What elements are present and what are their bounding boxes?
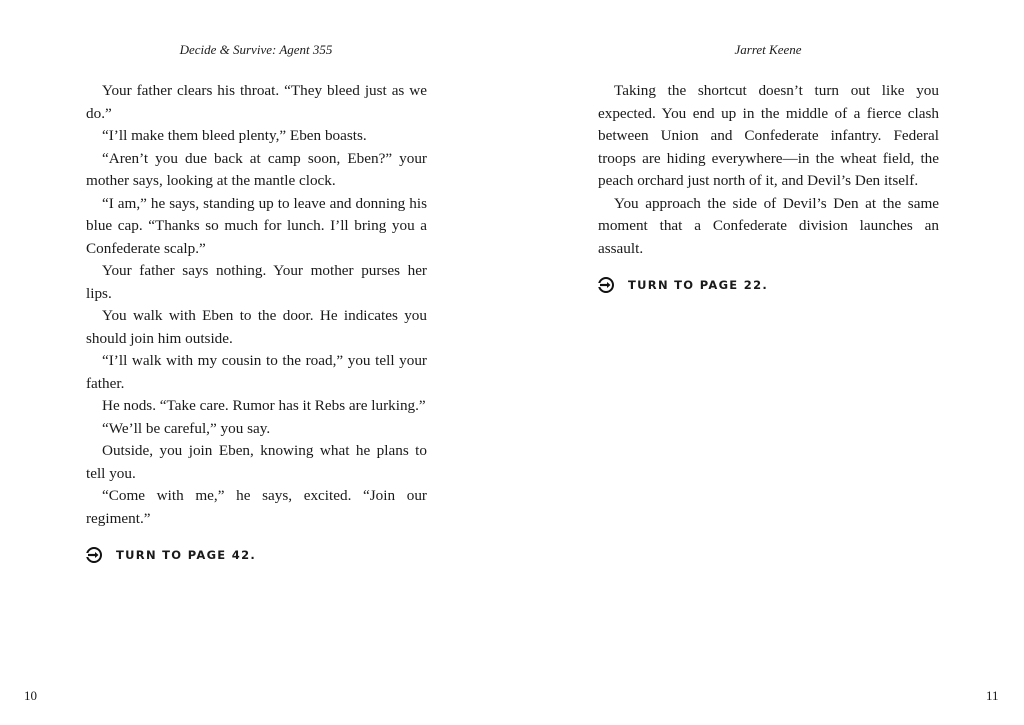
paragraph: “Aren’t you due back at camp soon, Eben?” your mother says, looking at the mantle clock. bbox=[86, 149, 427, 189]
paragraph: Your father says nothing. Your mother purses her lips. bbox=[86, 262, 427, 302]
paragraph: You approach the side of Devil’s Den at the same moment that a Confederate division launches an assault. bbox=[598, 194, 939, 257]
paragraph: “I’ll walk with my cousin to the road,” you tell your father. bbox=[86, 352, 427, 392]
paragraph: “I am,” he says, standing up to leave and donning his blue cap. “Thanks so much for lunch. I’ll bring you a Confederate scalp.” bbox=[86, 194, 427, 257]
page-number-left: 10 bbox=[24, 688, 37, 703]
right-text-block bbox=[598, 80, 939, 297]
paragraph: “I’ll make them bleed plenty,” Eben boasts. bbox=[102, 127, 367, 144]
right-page bbox=[512, 0, 1024, 725]
paragraph: Your father clears his throat. “They bleed just as we do.” bbox=[86, 82, 427, 122]
arrow-right-circle-icon bbox=[598, 277, 614, 293]
page-number-right: 11 bbox=[986, 688, 999, 703]
turn-to-label: TURN TO PAGE 22. bbox=[628, 278, 769, 292]
left-text-block bbox=[86, 80, 427, 567]
arrow-right-circle-icon bbox=[86, 547, 102, 563]
paragraph: “We’ll be careful,” you say. bbox=[102, 419, 271, 437]
paragraph: Outside, you join Eben, knowing what he plans to tell you. bbox=[86, 442, 427, 482]
paragraph: Taking the shortcut doesn’t turn out like you expected. You end up in the middle of a fierce clash between Union and Confederate infantry. Federal troops are hiding everywhere—in the wheat field, the peach orchard just north of it, and Devil’s Den itself. bbox=[598, 82, 939, 189]
running-head-left: Decide & Survive: Agent 355 bbox=[179, 42, 333, 57]
running-head-right: Jarret Keene bbox=[734, 42, 802, 57]
turn-to-page-22[interactable] bbox=[598, 274, 939, 297]
turn-to-page-42[interactable] bbox=[86, 544, 427, 567]
turn-to-label: TURN TO PAGE 42. bbox=[116, 548, 257, 562]
paragraph: You walk with Eben to the door. He indicates you should join him outside. bbox=[86, 307, 427, 347]
paragraph: “Come with me,” he says, excited. “Join our regiment.” bbox=[86, 487, 427, 527]
paragraph: He nods. “Take care. Rumor has it Rebs are lurking.” bbox=[102, 397, 426, 414]
